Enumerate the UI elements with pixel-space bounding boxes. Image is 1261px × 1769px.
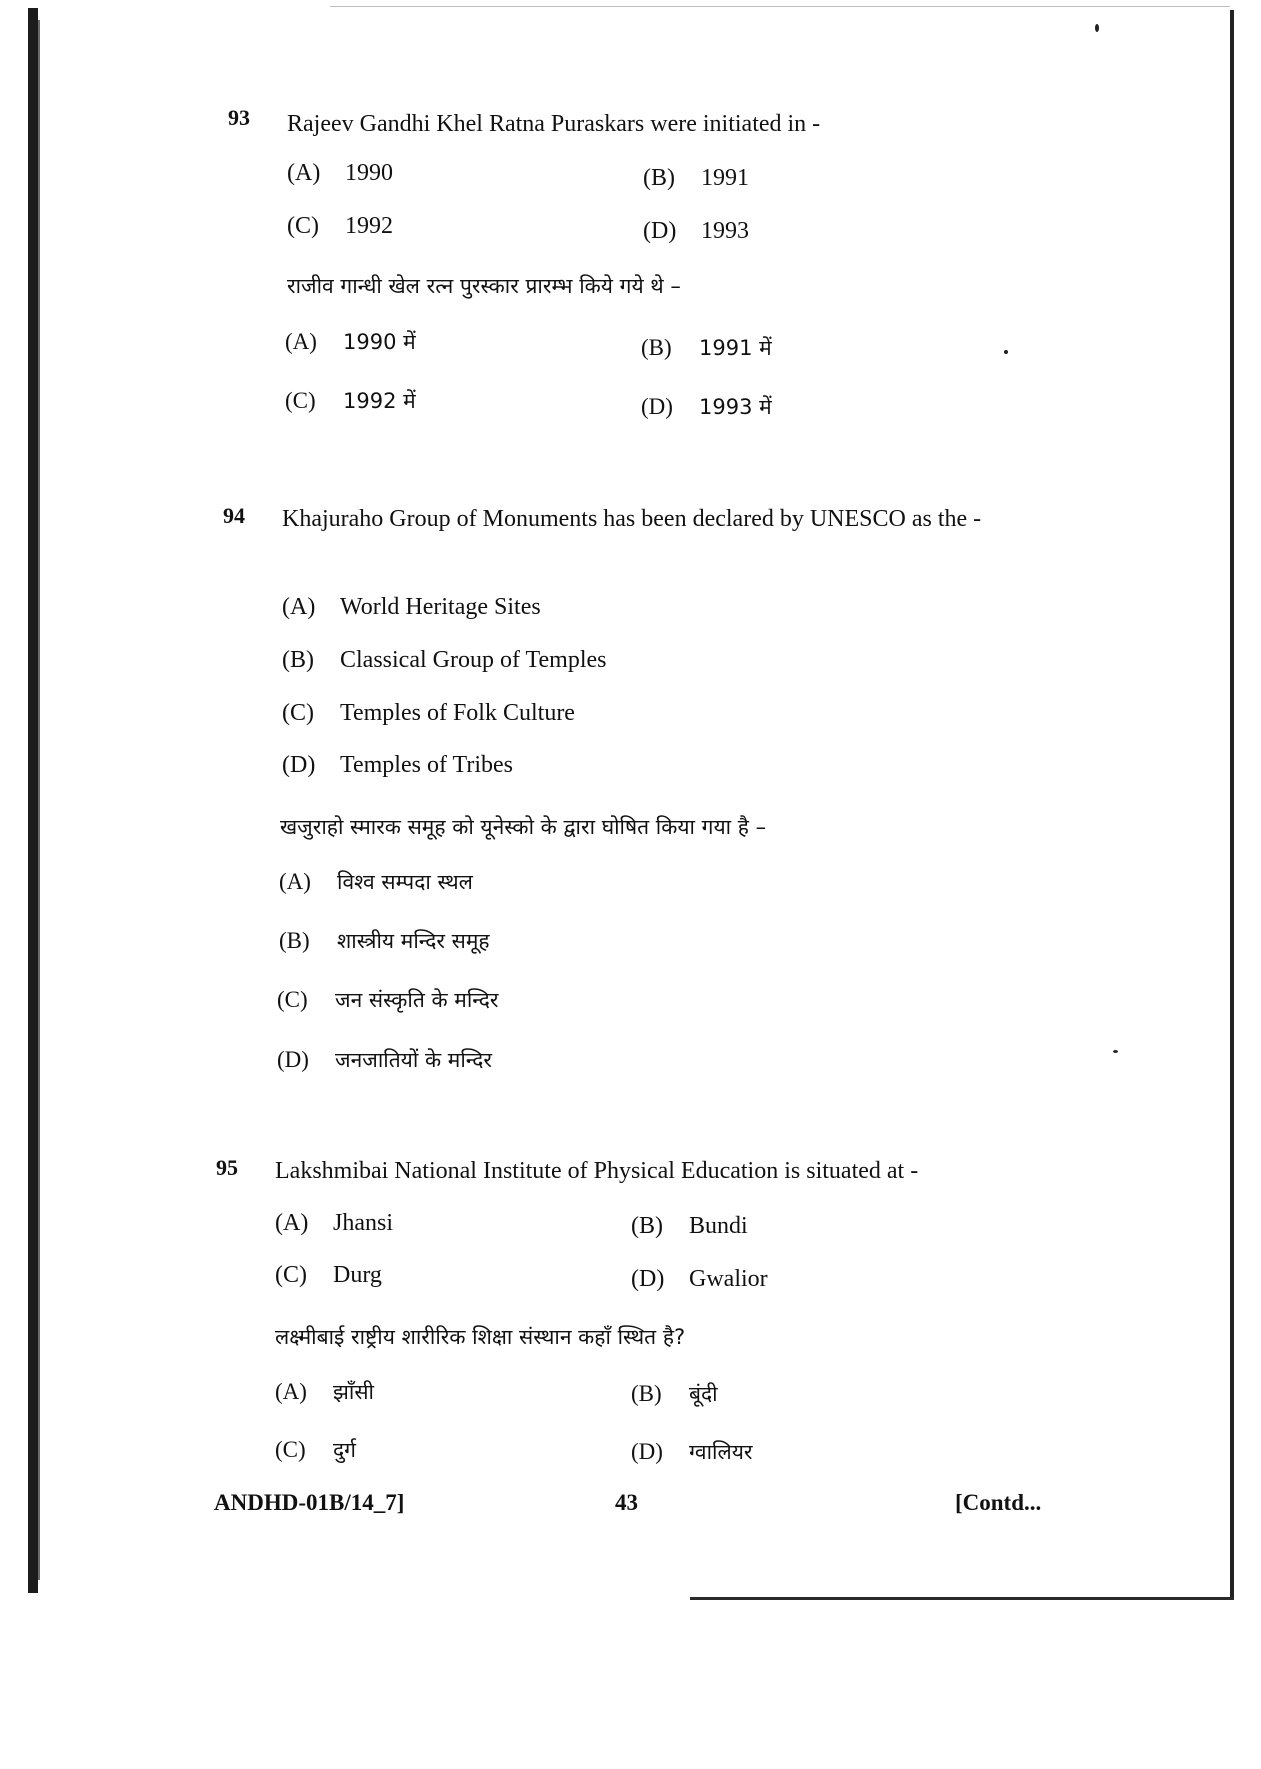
option-label: (D) xyxy=(643,218,677,244)
option-label: (A) xyxy=(279,869,311,894)
option-text: Jhansi xyxy=(333,1210,393,1236)
option-a-english xyxy=(282,594,541,621)
option-a-english xyxy=(275,1210,393,1237)
option-d-hindi xyxy=(641,393,772,421)
scan-speck xyxy=(1095,24,1099,32)
continued-label: [Contd... xyxy=(955,1490,1042,1515)
option-text: Bundi xyxy=(689,1213,748,1239)
option-text: जनजातियों के मन्दिर xyxy=(335,1048,492,1072)
question-stem-english: Khajuraho Group of Monuments has been declared by UNESCO as the - xyxy=(282,506,982,532)
option-b-hindi xyxy=(631,1380,718,1408)
option-c-hindi xyxy=(277,986,499,1014)
option-c-english xyxy=(275,1262,382,1289)
option-b-hindi xyxy=(641,334,772,362)
option-b-english xyxy=(282,647,607,674)
option-a-hindi xyxy=(275,1378,374,1406)
scan-speck xyxy=(1004,350,1008,354)
option-text: ग्वालियर xyxy=(689,1440,753,1464)
option-label: (C) xyxy=(277,987,308,1012)
option-text: 1992 में xyxy=(343,389,416,413)
option-a-english xyxy=(287,160,393,187)
option-text: शास्त्रीय मन्दिर समूह xyxy=(337,929,490,953)
scan-border-left-inner xyxy=(38,20,40,1580)
option-b-english xyxy=(631,1213,748,1240)
option-label: (A) xyxy=(275,1210,309,1236)
paper-code: ANDHD-01B/14_7] xyxy=(214,1490,405,1515)
option-label: (B) xyxy=(631,1213,663,1239)
option-text: 1990 में xyxy=(343,330,416,354)
option-text: Temples of Folk Culture xyxy=(340,700,575,726)
option-c-hindi xyxy=(285,387,416,415)
option-c-english xyxy=(287,213,393,240)
question-stem-hindi: लक्ष्मीबाई राष्ट्रीय शारीरिक शिक्षा संस्थान कहाँ स्थित है? xyxy=(275,1325,686,1349)
question-stem-english: Rajeev Gandhi Khel Ratna Puraskars were initiated in - xyxy=(287,111,821,137)
option-label: (B) xyxy=(631,1381,662,1406)
option-text: 1991 में xyxy=(699,336,772,360)
option-label: (D) xyxy=(631,1439,663,1464)
option-label: (D) xyxy=(631,1266,665,1292)
option-label: (C) xyxy=(285,388,316,413)
option-text: 1993 xyxy=(701,218,749,244)
option-label: (B) xyxy=(643,165,675,191)
option-d-english xyxy=(631,1266,768,1293)
option-text: 1992 xyxy=(345,213,393,239)
scan-speck xyxy=(1113,1050,1118,1053)
scan-border-top xyxy=(330,6,1230,7)
option-label: (A) xyxy=(275,1379,307,1404)
page-number: 43 xyxy=(615,1490,638,1515)
question-number: 95 xyxy=(216,1155,238,1180)
option-d-english xyxy=(282,752,513,779)
option-label: (A) xyxy=(287,160,321,186)
scan-border-right xyxy=(1230,10,1234,1600)
option-label: (C) xyxy=(275,1262,307,1288)
option-label: (B) xyxy=(282,647,314,673)
option-label: (D) xyxy=(277,1047,309,1072)
option-a-hindi xyxy=(285,328,416,356)
option-b-english xyxy=(643,165,749,192)
question-stem-hindi: राजीव गान्धी खेल रत्न पुरस्कार प्रारम्भ किये गये थे – xyxy=(287,274,681,298)
option-c-english xyxy=(282,700,575,727)
option-text: 1993 में xyxy=(699,395,772,419)
option-label: (D) xyxy=(282,752,316,778)
option-label: (B) xyxy=(279,928,310,953)
option-b-hindi xyxy=(279,927,490,955)
option-label: (D) xyxy=(641,394,673,419)
option-c-hindi xyxy=(275,1436,356,1464)
option-text: World Heritage Sites xyxy=(340,594,541,620)
option-d-hindi xyxy=(631,1438,752,1466)
option-label: (C) xyxy=(287,213,319,239)
option-label: (A) xyxy=(282,594,316,620)
option-text: 1991 xyxy=(701,165,749,191)
option-label: (C) xyxy=(275,1437,306,1462)
option-text: दुर्ग xyxy=(333,1438,356,1462)
option-d-english xyxy=(643,218,749,245)
option-text: बूंदी xyxy=(689,1382,718,1406)
option-label: (A) xyxy=(285,329,317,354)
scan-border-bottom xyxy=(690,1597,1234,1600)
option-text: Durg xyxy=(333,1262,382,1288)
option-text: Temples of Tribes xyxy=(340,752,513,778)
question-number: 93 xyxy=(228,105,250,130)
option-label: (C) xyxy=(282,700,314,726)
scan-border-left xyxy=(28,8,38,1593)
option-label: (B) xyxy=(641,335,672,360)
option-text: Gwalior xyxy=(689,1266,768,1292)
option-d-hindi xyxy=(277,1046,492,1074)
option-a-hindi xyxy=(279,868,473,896)
option-text: झाँसी xyxy=(333,1380,374,1404)
option-text: Classical Group of Temples xyxy=(340,647,607,673)
question-stem-hindi: खजुराहो स्मारक समूह को यूनेस्को के द्वारा घोषित किया गया है – xyxy=(280,815,767,839)
option-text: 1990 xyxy=(345,160,393,186)
option-text: जन संस्कृति के मन्दिर xyxy=(335,988,499,1012)
question-number: 94 xyxy=(223,503,245,528)
option-text: विश्व सम्पदा स्थल xyxy=(337,870,473,894)
question-stem-english: Lakshmibai National Institute of Physical Education is situated at - xyxy=(275,1158,919,1184)
